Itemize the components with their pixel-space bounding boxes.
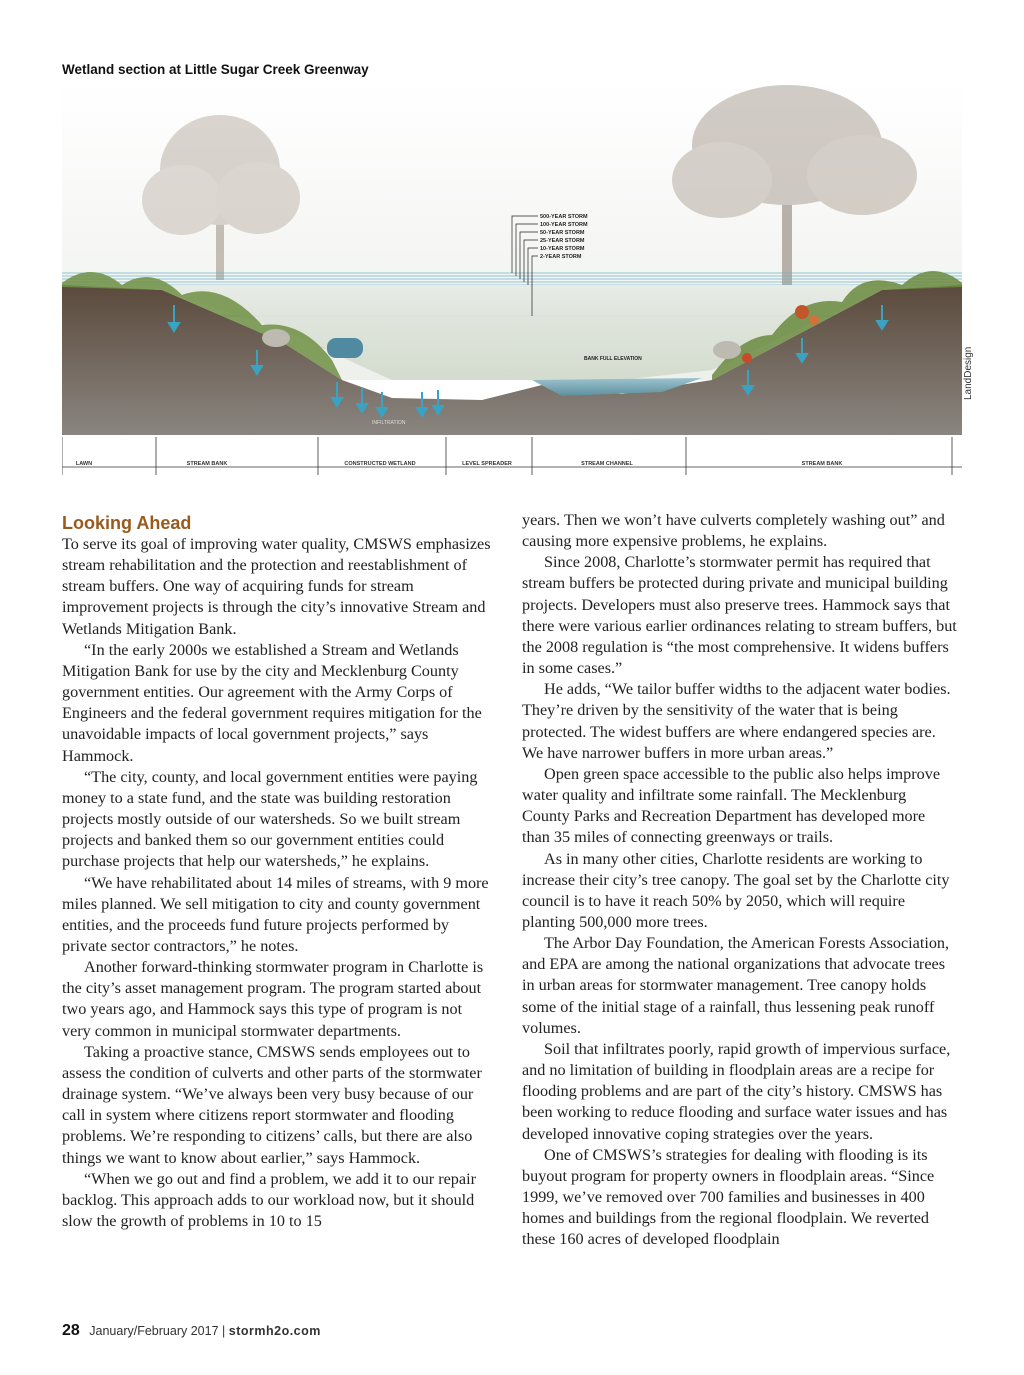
paragraph: To serve its goal of improving water quality, CMSWS emphasizes stream rehabilitation and the protection and reestablishment of stream buffers. One way of acquiring funds for stream improvement projects is through the city’s innovative Stream and Wetlands Mitigation Bank. — [62, 535, 491, 638]
zone-lawn: LAWN — [75, 461, 93, 467]
paragraph: “We have rehabilitated about 14 miles of streams, with 9 more miles planned. We sell mitigation to city and county government entities, and the proceeds fund future projects performed by private sector contractors,” he notes. — [62, 873, 489, 955]
page-footer — [62, 1322, 321, 1340]
storm-label-100: 100-YEAR STORM — [540, 222, 588, 228]
paragraph: “In the early 2000s we established a Stream and Wetlands Mitigation Bank for use by the city and Mecklenburg County government entities. Our agreement with the Army Corps of Engineers and the federal government requires mitigation for the unavoidable impacts of local government projects,” says Hammock. — [62, 640, 482, 765]
paragraph: Since 2008, Charlotte’s stormwater permit has required that stream buffers be protected during private and municipal building projects. Developers must also preserve trees. Hammock says that there were various earlier ordinances relating to stream buffers, but the 2008 regulation is “the most comprehensive. It widens buffers in some cases.” — [522, 553, 957, 678]
figure-caption: Wetland section at Little Sugar Creek Greenway — [62, 62, 369, 77]
paragraph: “When we go out and find a problem, we add it to our repair backlog. This approach adds to our workload now, but it should slow the growth of problems in 10 to 15 — [62, 1169, 476, 1230]
paragraph: Open green space accessible to the public also helps improve water quality and infiltrate some rainfall. The Mecklenburg County Parks and Recreation Department has developed more than 35 miles of connecting greenways or trails. — [522, 764, 941, 847]
storm-label-500: 500-YEAR STORM — [540, 214, 588, 220]
paragraph: Another forward-thinking stormwater program in Charlotte is the city’s asset management program. The program started about two years ago, and Hammock says this type of program is not very common in municipal stormwater departments. — [62, 958, 484, 1040]
paragraph: As in many other cities, Charlotte residents are working to increase their city’s tree canopy. The goal set by the Charlotte city council is to have it reach 50% by 2050, which will require planting 500,000 more trees. — [522, 849, 950, 931]
paragraph: Soil that infiltrates poorly, rapid growth of impervious surface, and no limitation of building in floodplain areas are a recipe for flooding problems and are part of the city’s history. CMSWS has been working to reduce flooding and surface water issues and has developed innovative coping strategies over the years. — [522, 1039, 951, 1143]
figure-credit: LandDesign — [963, 346, 974, 400]
zone-bar — [62, 437, 962, 475]
paragraph: “The city, county, and local government entities were paying money to a state fund, and the state was building restoration projects mostly outside of our watersheds. So we built stream projects and banked them so our government entities could purchase projects that help our watersheds,” he explains. — [62, 767, 478, 871]
zone-constructed-wetland: CONSTRUCTED WETLAND — [344, 461, 416, 467]
zone-stream-bank-left: STREAM BANK — [186, 461, 228, 467]
section-heading: Looking Ahead — [62, 513, 192, 533]
storm-label-25: 25-YEAR STORM — [540, 238, 585, 244]
wetland-cross-section-diagram — [62, 80, 962, 490]
article-column-left — [62, 510, 492, 1232]
website-link[interactable]: stormh2o.com — [228, 1324, 321, 1338]
paragraph: The Arbor Day Foundation, the American Forests Association, and EPA are among the national organizations that advocate trees in urban areas for stormwater management. Tree canopy holds some of the initial stage of a rainfall, thus lessening peak runoff volumes. — [522, 934, 950, 1037]
storm-label-50: 50-YEAR STORM — [540, 230, 585, 236]
storm-label-10: 10-YEAR STORM — [540, 246, 585, 252]
wetland-figure — [0, 0, 1024, 500]
zone-stream-channel: STREAM CHANNEL — [581, 461, 633, 467]
zone-level-spreader: LEVEL SPREADER — [462, 461, 512, 467]
zone-labels — [76, 461, 842, 467]
zone-stream-bank-right: STREAM BANK — [801, 461, 843, 467]
paragraph: years. Then we won’t have culverts completely washing out” and causing more expensive problems, he explains. — [522, 511, 945, 551]
storm-label-2: 2-YEAR STORM — [540, 254, 582, 260]
article-column-right — [522, 510, 957, 1250]
paragraph: He adds, “We tailor buffer widths to the adjacent water bodies. They’re driven by the sensitivity of the water that is being protected. The widest buffers are where endangered species are. We have narrower buffers in more urban areas.” — [522, 680, 951, 762]
paragraph: Taking a proactive stance, CMSWS sends employees out to assess the condition of culverts and other parts of the stormwater drainage system. “We’ve always been very busy because of our call in system where citizens report stormwater and flooding problems. We’re responding to citizens’ calls, but there are also things we want to know about earlier,” says Hammock. — [62, 1042, 482, 1167]
bank-full-label: BANK FULL ELEVATION — [584, 356, 642, 362]
issue-date: January/February 2017 — [89, 1324, 219, 1338]
infiltration-label: INFILTRATION — [372, 420, 406, 426]
paragraph: One of CMSWS’s strategies for dealing with flooding is its buyout program for property owners in floodplain areas. “Since 1999, we’ve removed over 700 families and businesses in 400 homes and buildings from the regional floodplain. We reverted these 160 acres of developed floodplain — [522, 1145, 935, 1249]
footer-separator: | — [222, 1324, 226, 1338]
page-number: 28 — [62, 1322, 80, 1339]
